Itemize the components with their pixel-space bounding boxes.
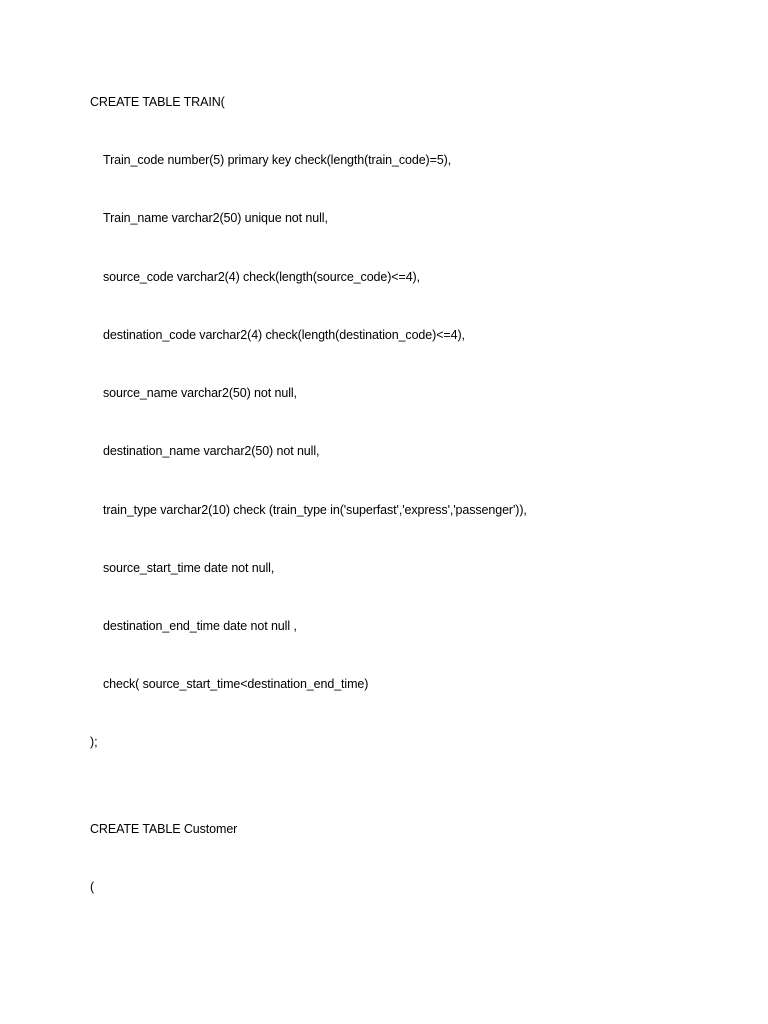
code-line-train-name: Train_name varchar2(50) unique not null, [103, 211, 328, 225]
code-line-destination-code: destination_code varchar2(4) check(length(destination_code)<=4), [103, 328, 465, 342]
code-line-destination-name: destination_name varchar2(50) not null, [103, 444, 320, 458]
code-line-train-code: Train_code number(5) primary key check(length(train_code)=5), [103, 153, 452, 167]
code-line-create-table-customer: CREATE TABLE Customer [90, 822, 238, 836]
code-line-train-type: train_type varchar2(10) check (train_type in('superfast','express','passenger')), [103, 503, 527, 517]
code-line-source-start-time: source_start_time date not null, [103, 561, 275, 575]
code-line-close-paren: ); [90, 735, 98, 749]
code-line-open-paren: ( [90, 880, 95, 894]
code-line-source-code: source_code varchar2(4) check(length(source_code)<=4), [103, 270, 420, 284]
code-line-check-constraint: check( source_start_time<destination_end_time) [103, 677, 369, 691]
code-line-create-table-train: CREATE TABLE TRAIN( [90, 95, 225, 109]
code-line-destination-end-time: destination_end_time date not null , [103, 619, 297, 633]
code-line-source-name: source_name varchar2(50) not null, [103, 386, 297, 400]
